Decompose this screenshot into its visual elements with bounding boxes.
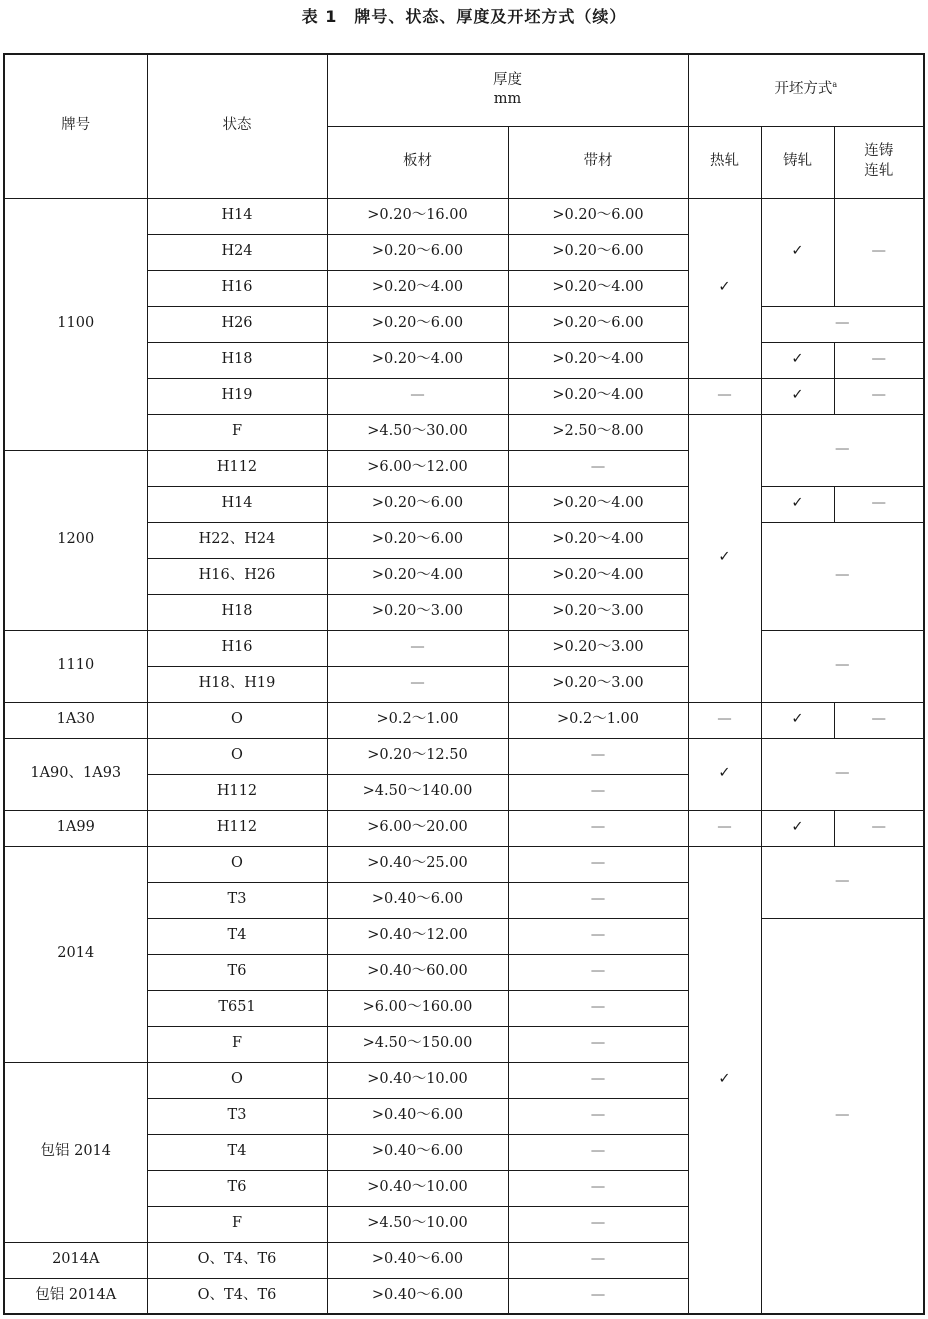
strip-thickness-cell: — xyxy=(508,1242,688,1278)
strip-thickness-cell: >0.2～1.00 xyxy=(508,702,688,738)
table-caption: 表 1 牌号、状态、厚度及开坯方式（续） xyxy=(301,7,627,26)
strip-thickness-cell: >0.20～4.00 xyxy=(508,558,688,594)
header-grade: 牌号 xyxy=(4,54,147,198)
sheet-thickness-cell: >0.20～6.00 xyxy=(327,234,508,270)
sheet-thickness-cell: >0.20～6.00 xyxy=(327,306,508,342)
strip-thickness-cell: >0.20～4.00 xyxy=(508,342,688,378)
temper-cell: H24 xyxy=(147,234,327,270)
header-temper: 状态 xyxy=(147,54,327,198)
grade-cell: 2014 xyxy=(4,846,147,1062)
temper-cell: T4 xyxy=(147,918,327,954)
temper-cell: T4 xyxy=(147,1134,327,1170)
sheet-thickness-cell: >4.50～10.00 xyxy=(327,1206,508,1242)
cast-rolling-cell: ✓ xyxy=(761,378,834,414)
temper-cell: H112 xyxy=(147,450,327,486)
sheet-thickness-cell: >0.20～12.50 xyxy=(327,738,508,774)
temper-cell: H18、H19 xyxy=(147,666,327,702)
table-row xyxy=(4,702,924,738)
strip-thickness-cell: — xyxy=(508,738,688,774)
temper-cell: H18 xyxy=(147,594,327,630)
header-continuous: 连铸 连轧 xyxy=(834,126,924,198)
sheet-thickness-cell: >0.20～6.00 xyxy=(327,522,508,558)
strip-thickness-cell: >2.50～8.00 xyxy=(508,414,688,450)
grade-cell: 1100 xyxy=(4,198,147,450)
temper-cell: H14 xyxy=(147,486,327,522)
data-table xyxy=(3,53,925,1315)
strip-thickness-cell: >0.20～3.00 xyxy=(508,630,688,666)
cast-continuous-cell: — xyxy=(761,738,924,810)
strip-thickness-cell: — xyxy=(508,990,688,1026)
hot-rolling-cell: ✓ xyxy=(688,738,761,810)
cast-rolling-cell: ✓ xyxy=(761,342,834,378)
sheet-thickness-cell: >6.00～20.00 xyxy=(327,810,508,846)
temper-cell: F xyxy=(147,1026,327,1062)
strip-thickness-cell: — xyxy=(508,1278,688,1314)
temper-cell: O xyxy=(147,738,327,774)
grade-cell: 1200 xyxy=(4,450,147,630)
sheet-thickness-cell: >0.40～25.00 xyxy=(327,846,508,882)
header-thickness: 厚度 mm xyxy=(327,54,688,126)
hot-rolling-cell: — xyxy=(688,702,761,738)
cast-rolling-cell: ✓ xyxy=(761,810,834,846)
temper-cell: H16、H26 xyxy=(147,558,327,594)
temper-cell: H22、H24 xyxy=(147,522,327,558)
sheet-thickness-cell: >0.20～4.00 xyxy=(327,342,508,378)
strip-thickness-cell: >0.20～3.00 xyxy=(508,594,688,630)
temper-cell: O、T4、T6 xyxy=(147,1242,327,1278)
cast-continuous-cell: — xyxy=(761,414,924,486)
strip-thickness-cell: — xyxy=(508,1134,688,1170)
grade-cell: 1A90、1A93 xyxy=(4,738,147,810)
sheet-thickness-cell: >6.00～12.00 xyxy=(327,450,508,486)
temper-cell: O xyxy=(147,702,327,738)
strip-thickness-cell: — xyxy=(508,954,688,990)
sheet-thickness-cell: >0.40～6.00 xyxy=(327,1134,508,1170)
cast-continuous-cell: — xyxy=(761,630,924,702)
sheet-thickness-cell: >6.00～160.00 xyxy=(327,990,508,1026)
header-sheet: 板材 xyxy=(327,126,508,198)
strip-thickness-cell: >0.20～3.00 xyxy=(508,666,688,702)
hot-rolling-cell: ✓ xyxy=(688,414,761,702)
strip-thickness-cell: >0.20～6.00 xyxy=(508,198,688,234)
cast-rolling-cell: ✓ xyxy=(761,198,834,306)
temper-cell: H112 xyxy=(147,774,327,810)
temper-cell: T3 xyxy=(147,882,327,918)
table-row xyxy=(4,738,924,774)
grade-cell: 包铝 2014 xyxy=(4,1062,147,1242)
table-row xyxy=(4,630,924,666)
cast-continuous-cell: — xyxy=(761,306,924,342)
temper-cell: O、T4、T6 xyxy=(147,1278,327,1314)
hot-rolling-cell: — xyxy=(688,810,761,846)
temper-cell: T651 xyxy=(147,990,327,1026)
sheet-thickness-cell: >0.40～6.00 xyxy=(327,1242,508,1278)
sheet-thickness-cell: >0.40～10.00 xyxy=(327,1062,508,1098)
sheet-thickness-cell: >0.2～1.00 xyxy=(327,702,508,738)
sheet-thickness-cell: >0.20～16.00 xyxy=(327,198,508,234)
temper-cell: F xyxy=(147,414,327,450)
cast-continuous-cell: — xyxy=(761,918,924,1314)
continuous-cell: — xyxy=(834,702,924,738)
sheet-thickness-cell: — xyxy=(327,666,508,702)
cast-continuous-cell: — xyxy=(761,846,924,918)
sheet-thickness-cell: — xyxy=(327,378,508,414)
sheet-thickness-cell: >0.40～6.00 xyxy=(327,1098,508,1134)
strip-thickness-cell: >0.20～4.00 xyxy=(508,486,688,522)
grade-cell: 1A30 xyxy=(4,702,147,738)
sheet-thickness-cell: >0.20～4.00 xyxy=(327,558,508,594)
sheet-thickness-cell: >0.40～6.00 xyxy=(327,882,508,918)
temper-cell: H14 xyxy=(147,198,327,234)
temper-cell: T6 xyxy=(147,1170,327,1206)
grade-cell: 1110 xyxy=(4,630,147,702)
sheet-thickness-cell: >0.40～60.00 xyxy=(327,954,508,990)
continuous-cell: — xyxy=(834,198,924,306)
strip-thickness-cell: >0.20～6.00 xyxy=(508,234,688,270)
sheet-thickness-cell: >0.20～4.00 xyxy=(327,270,508,306)
header-strip: 带材 xyxy=(508,126,688,198)
grade-cell: 包铝 2014A xyxy=(4,1278,147,1314)
sheet-thickness-cell: >0.40～6.00 xyxy=(327,1278,508,1314)
sheet-thickness-cell: >0.20～3.00 xyxy=(327,594,508,630)
sheet-thickness-cell: >4.50～150.00 xyxy=(327,1026,508,1062)
continuous-cell: — xyxy=(834,486,924,522)
temper-cell: H112 xyxy=(147,810,327,846)
cast-rolling-cell: ✓ xyxy=(761,486,834,522)
hot-rolling-cell: ✓ xyxy=(688,198,761,378)
temper-cell: F xyxy=(147,1206,327,1242)
grade-cell: 2014A xyxy=(4,1242,147,1278)
temper-cell: T6 xyxy=(147,954,327,990)
strip-thickness-cell: — xyxy=(508,774,688,810)
strip-thickness-cell: >0.20～4.00 xyxy=(508,270,688,306)
strip-thickness-cell: >0.20～6.00 xyxy=(508,306,688,342)
strip-thickness-cell: — xyxy=(508,1206,688,1242)
continuous-cell: — xyxy=(834,378,924,414)
temper-cell: H16 xyxy=(147,630,327,666)
table-row xyxy=(4,810,924,846)
strip-thickness-cell: — xyxy=(508,1098,688,1134)
hot-rolling-cell: — xyxy=(688,378,761,414)
strip-thickness-cell: — xyxy=(508,882,688,918)
strip-thickness-cell: — xyxy=(508,450,688,486)
strip-thickness-cell: — xyxy=(508,1062,688,1098)
temper-cell: H19 xyxy=(147,378,327,414)
table-row xyxy=(4,846,924,882)
temper-cell: O xyxy=(147,1062,327,1098)
sheet-thickness-cell: — xyxy=(327,630,508,666)
continuous-cell: — xyxy=(834,810,924,846)
strip-thickness-cell: — xyxy=(508,846,688,882)
temper-cell: H16 xyxy=(147,270,327,306)
strip-thickness-cell: — xyxy=(508,810,688,846)
temper-cell: T3 xyxy=(147,1098,327,1134)
sheet-thickness-cell: >0.40～12.00 xyxy=(327,918,508,954)
header-hot-rolling: 热轧 xyxy=(688,126,761,198)
table-row xyxy=(4,198,924,234)
grade-cell: 1A99 xyxy=(4,810,147,846)
header-method: 开坯方式$^a$ xyxy=(688,54,924,126)
sheet-thickness-cell: >0.20～6.00 xyxy=(327,486,508,522)
strip-thickness-cell: >0.20～4.00 xyxy=(508,522,688,558)
temper-cell: H26 xyxy=(147,306,327,342)
strip-thickness-cell: — xyxy=(508,918,688,954)
strip-thickness-cell: >0.20～4.00 xyxy=(508,378,688,414)
temper-cell: H18 xyxy=(147,342,327,378)
sheet-thickness-cell: >4.50～30.00 xyxy=(327,414,508,450)
cast-continuous-cell: — xyxy=(761,522,924,630)
strip-thickness-cell: — xyxy=(508,1026,688,1062)
sheet-thickness-cell: >0.40～10.00 xyxy=(327,1170,508,1206)
cast-rolling-cell: ✓ xyxy=(761,702,834,738)
hot-rolling-cell: ✓ xyxy=(688,846,761,1314)
continuous-cell: — xyxy=(834,342,924,378)
header-cast-rolling: 铸轧 xyxy=(761,126,834,198)
sheet-thickness-cell: >4.50～140.00 xyxy=(327,774,508,810)
temper-cell: O xyxy=(147,846,327,882)
strip-thickness-cell: — xyxy=(508,1170,688,1206)
